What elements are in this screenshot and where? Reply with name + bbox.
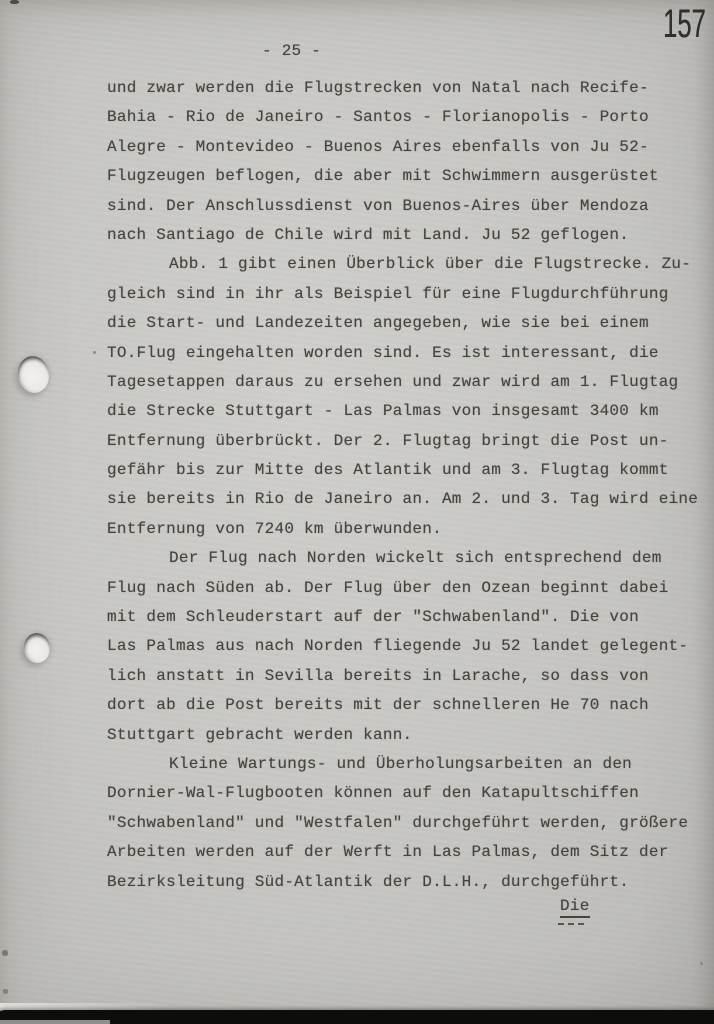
punch-hole-top	[15, 354, 52, 396]
text-line: sie bereits in Rio de Janeiro an. Am 2. und 3. Tag wird eine	[107, 490, 699, 509]
text-line: Stuttgart gebracht werden kann.	[107, 725, 413, 744]
text-line: Bahia - Rio de Janeiro - Santos - Florianopolis - Porto	[107, 108, 649, 127]
text-line: die Start- und Landezeiten angegeben, wie sie bei einem	[107, 314, 649, 333]
text-line: "Schwabenland" und "Westfalen" durchgeführt werden, größere	[107, 813, 689, 832]
catchword-underline-dash	[558, 923, 584, 925]
punch-hole-bottom	[23, 632, 51, 664]
scan-edge-corner	[0, 1020, 110, 1024]
text-line: lich anstatt in Sevilla bereits in Larache, so dass von	[107, 666, 649, 685]
text-line: Bezirksleitung Süd-Atlantik der D.L.H., durchgeführt.	[107, 872, 630, 891]
text-line: Abb. 1 gibt einen Überblick über die Flugstrecke. Zu-	[169, 255, 692, 274]
text-line: Dornier-Wal-Flugbooten können auf den Katapultschiffen	[107, 784, 639, 803]
text-line: Arbeiten werden auf der Werft in Las Palmas, dem Sitz der	[107, 843, 669, 862]
paper-blemish	[93, 351, 96, 354]
folio-number: 157	[663, 2, 706, 46]
text-line: mit dem Schleuderstart auf der "Schwabenland". Die von	[107, 608, 639, 627]
text-line: Alegre - Montevideo - Buenos Aires ebenfalls von Ju 52-	[107, 137, 649, 156]
text-line: dort ab die Post bereits mit der schnelleren He 70 nach	[107, 696, 649, 715]
text-line: Tagesetappen daraus zu ersehen und zwar wird am 1. Flugtag	[107, 372, 679, 391]
text-line: Kleine Wartungs- und Überholungsarbeiten an den	[169, 754, 633, 773]
paper-blemish	[2, 950, 8, 956]
catchword: Die	[560, 897, 590, 918]
text-line: nach Santiago de Chile wird mit Land. Ju 52 geflogen.	[107, 225, 630, 244]
text-line: Entfernung überbrückt. Der 2. Flugtag bringt die Post un-	[107, 431, 669, 450]
typed-text-block	[107, 74, 707, 897]
text-line: Las Palmas aus nach Norden fliegende Ju 52 landet gelegent-	[107, 637, 689, 656]
text-line: und zwar werden die Flugstrecken von Natal nach Recife-	[107, 79, 649, 97]
text-line: Flug nach Süden ab. Der Flug über den Ozean beginnt dabei	[107, 578, 669, 597]
text-line: gefähr bis zur Mitte des Atlantik und am 3. Flugtag kommt	[107, 461, 669, 480]
typed-page-number: - 25 -	[262, 42, 322, 60]
text-line: die Strecke Stuttgart - Las Palmas von insgesamt 3400 km	[107, 402, 659, 421]
text-line: sind. Der Anschlussdienst von Buenos-Aires über Mendoza	[107, 196, 649, 215]
catchword-row	[560, 897, 590, 915]
paper-blemish	[10, 0, 19, 4]
text-line: Entfernung von 7240 km überwunden.	[107, 519, 442, 538]
text-line: TO.Flug eingehalten worden sind. Es ist interessant, die	[107, 343, 659, 362]
paper-blemish	[3, 989, 8, 994]
text-line: gleich sind in ihr als Beispiel für eine Flugdurchführung	[107, 284, 669, 303]
paper-blemish	[700, 962, 703, 965]
text-line: Flugzeugen beflogen, die aber mit Schwimmern ausgerüstet	[107, 167, 659, 186]
text-line: Der Flug nach Norden wickelt sich entsprechend dem	[169, 549, 662, 568]
